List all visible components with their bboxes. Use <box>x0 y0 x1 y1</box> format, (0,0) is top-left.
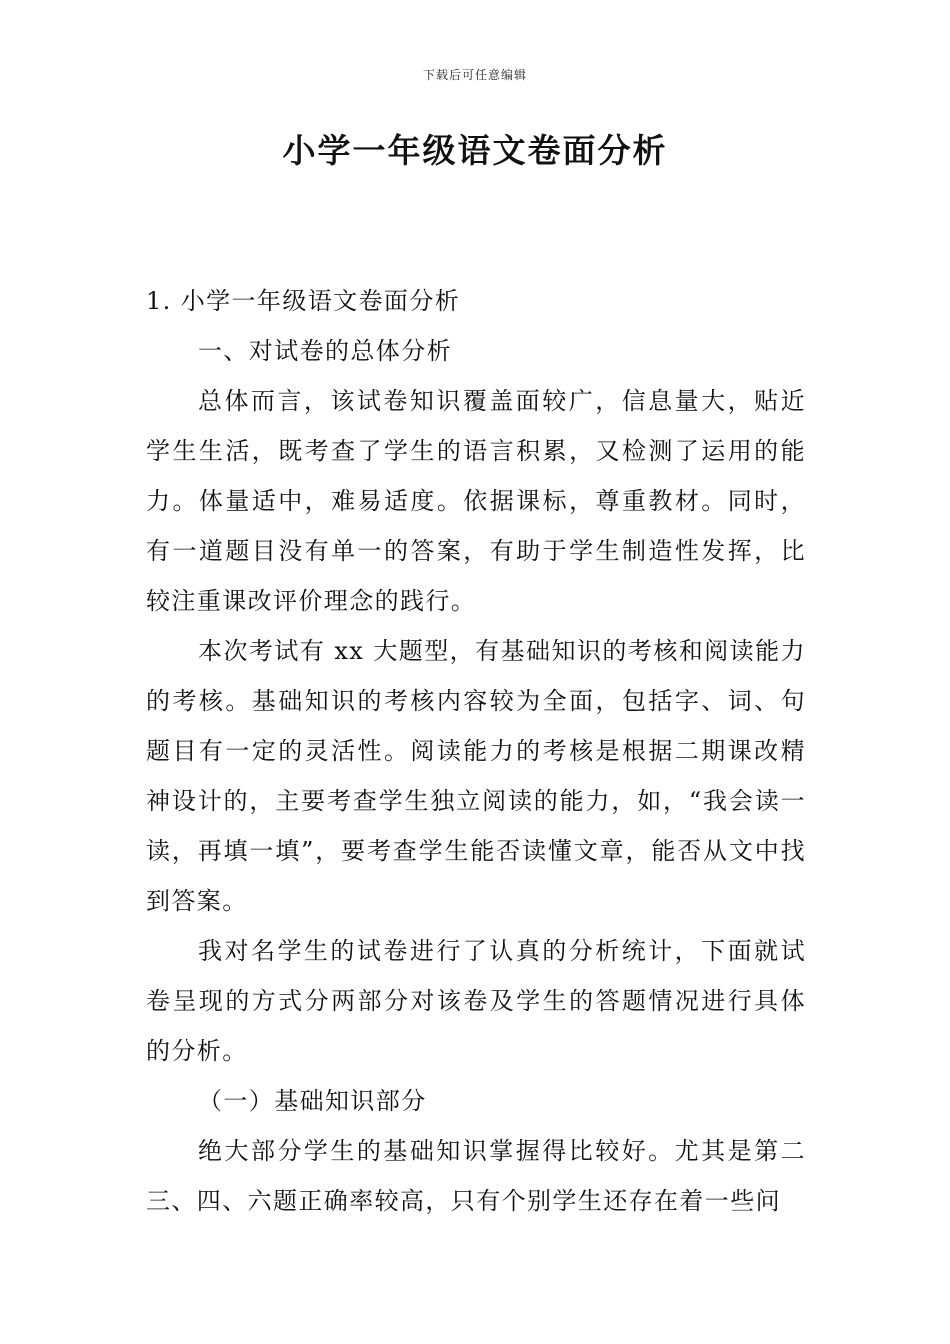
paragraph: 总体而言，该试卷知识覆盖面较广，信息量大，贴近学生生活，既考查了学生的语言积累，又检测了运用的能力。体量适中，难易适度。依据课标，尊重教材。同时，有一道题目没有单一的答案，有助于学生制造性发挥，比较注重课改评价理念的践行。 <box>146 387 806 615</box>
paragraph: 绝大部分学生的基础知识掌握得比较好。尤其是第二三、四、六题正确率较高，只有个别学生还存在着一些问 <box>146 1137 806 1215</box>
subsection-heading: 一、对试卷的总体分析 <box>198 337 452 365</box>
document-body <box>146 276 806 1226</box>
section-heading: 1. 小学一年级语文卷面分析 <box>146 287 461 315</box>
paragraph: 我对名学生的试卷进行了认真的分析统计，下面就试卷呈现的方式分两部分对该卷及学生的答题情况进行具体的分析。 <box>146 937 806 1065</box>
subsection-heading: （一）基础知识部分 <box>198 1087 427 1115</box>
document-title: 小学一年级语文卷面分析 <box>282 131 668 170</box>
header-note: 下载后可任意编辑 <box>422 68 527 82</box>
paragraph: 本次考试有 xx 大题型，有基础知识的考核和阅读能力的考核。基础知识的考核内容较为全面，包括字、词、句题目有一定的灵活性。阅读能力的考核是根据二期课改精神设计的，主要考查学生独立阅读的能力，如，“我会读一读，再填一填”，要考查学生能否读懂文章，能否从文中找到答案。 <box>146 637 806 915</box>
